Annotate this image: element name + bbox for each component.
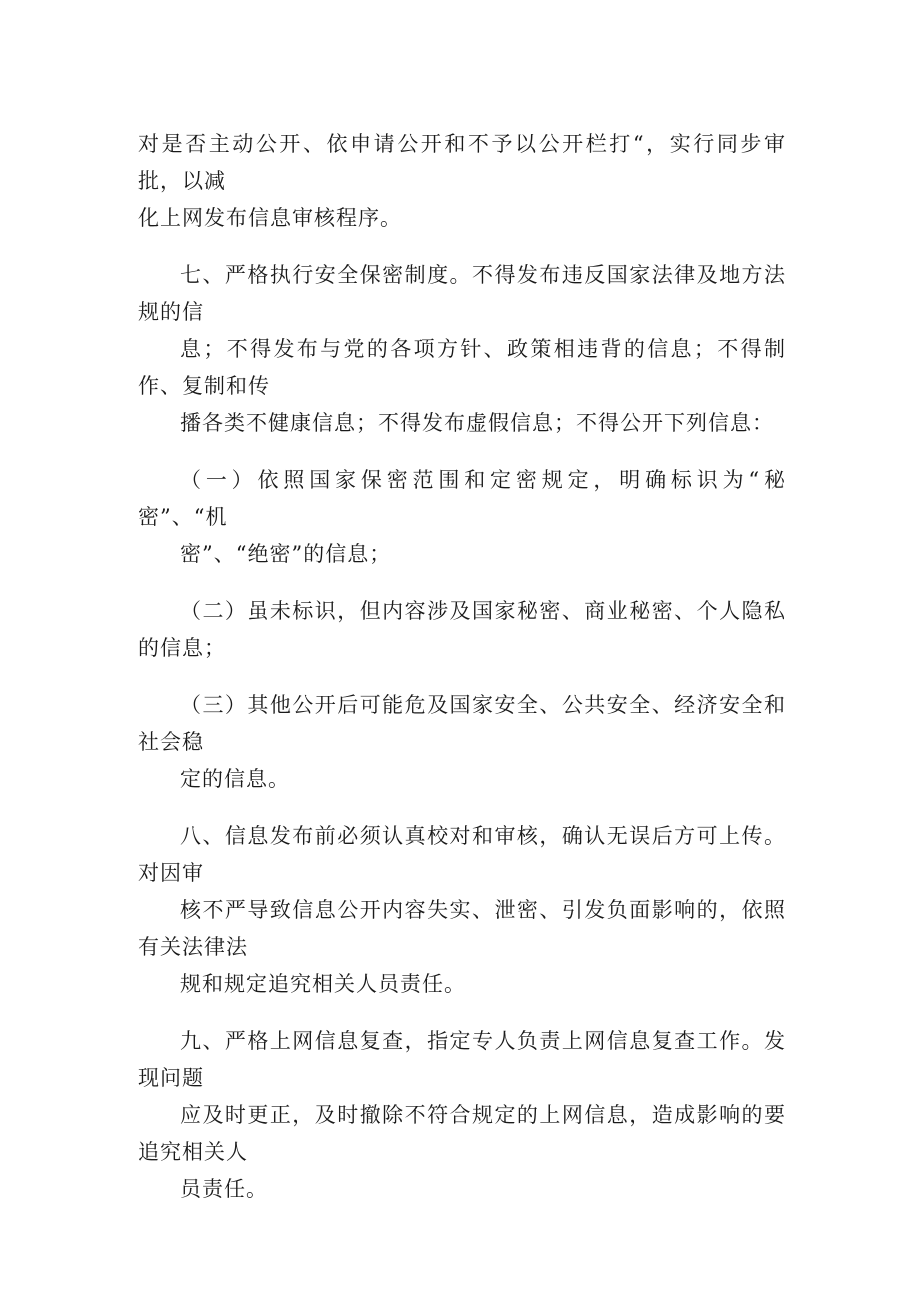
text-line: 八、信息发布前必须认真校对和审核，确认无误后方可上传。对因审 (138, 824, 786, 885)
paragraph-eight (138, 818, 786, 1003)
text-line: （三）其他公开后可能危及国家安全、公共安全、经济安全和社会稳 (138, 693, 786, 754)
document-body (138, 126, 786, 1228)
text-line: 七、严格执行安全保密制度。不得发布违反国家法律及地方法规的信 (138, 263, 786, 324)
paragraph-nine (138, 1023, 786, 1208)
text-line: 化上网发布信息审核程序。 (138, 206, 402, 230)
text-line: 播各类不健康信息；不得发布虚假信息；不得公开下列信息： (180, 411, 774, 435)
text-line: 员责任。 (180, 1177, 268, 1201)
text-line: 对是否主动公开、依申请公开和不予以公开栏打“，实行同步审批，以减 (138, 132, 786, 193)
paragraph-item-3 (138, 687, 786, 798)
paragraph-continuation (138, 126, 786, 237)
text-line: 定的信息。 (180, 767, 290, 791)
text-line: 密”、“绝密”的信息； (180, 542, 392, 566)
paragraph-item-2 (138, 593, 786, 667)
text-line: （二）虽未标识，但内容涉及国家秘密、商业秘密、个人隐私的信息； (138, 599, 786, 660)
text-line: 应及时更正，及时撤除不符合规定的上网信息，造成影响的要追究相关人 (138, 1103, 786, 1164)
text-line: 九、严格上网信息复查，指定专人负责上网信息复查工作。发现问题 (138, 1029, 786, 1090)
text-line: 核不严导致信息公开内容失实、泄密、引发负面影响的，依照有关法律法 (138, 898, 786, 959)
text-line: （一）依照国家保密范围和定密规定，明确标识为“秘密”、“机 (138, 468, 786, 529)
paragraph-seven (138, 257, 786, 442)
text-line: 规和规定追究相关人员责任。 (180, 972, 466, 996)
paragraph-item-1 (138, 462, 786, 573)
text-line: 息；不得发布与党的各项方针、政策相违背的信息；不得制作、复制和传 (138, 337, 786, 398)
